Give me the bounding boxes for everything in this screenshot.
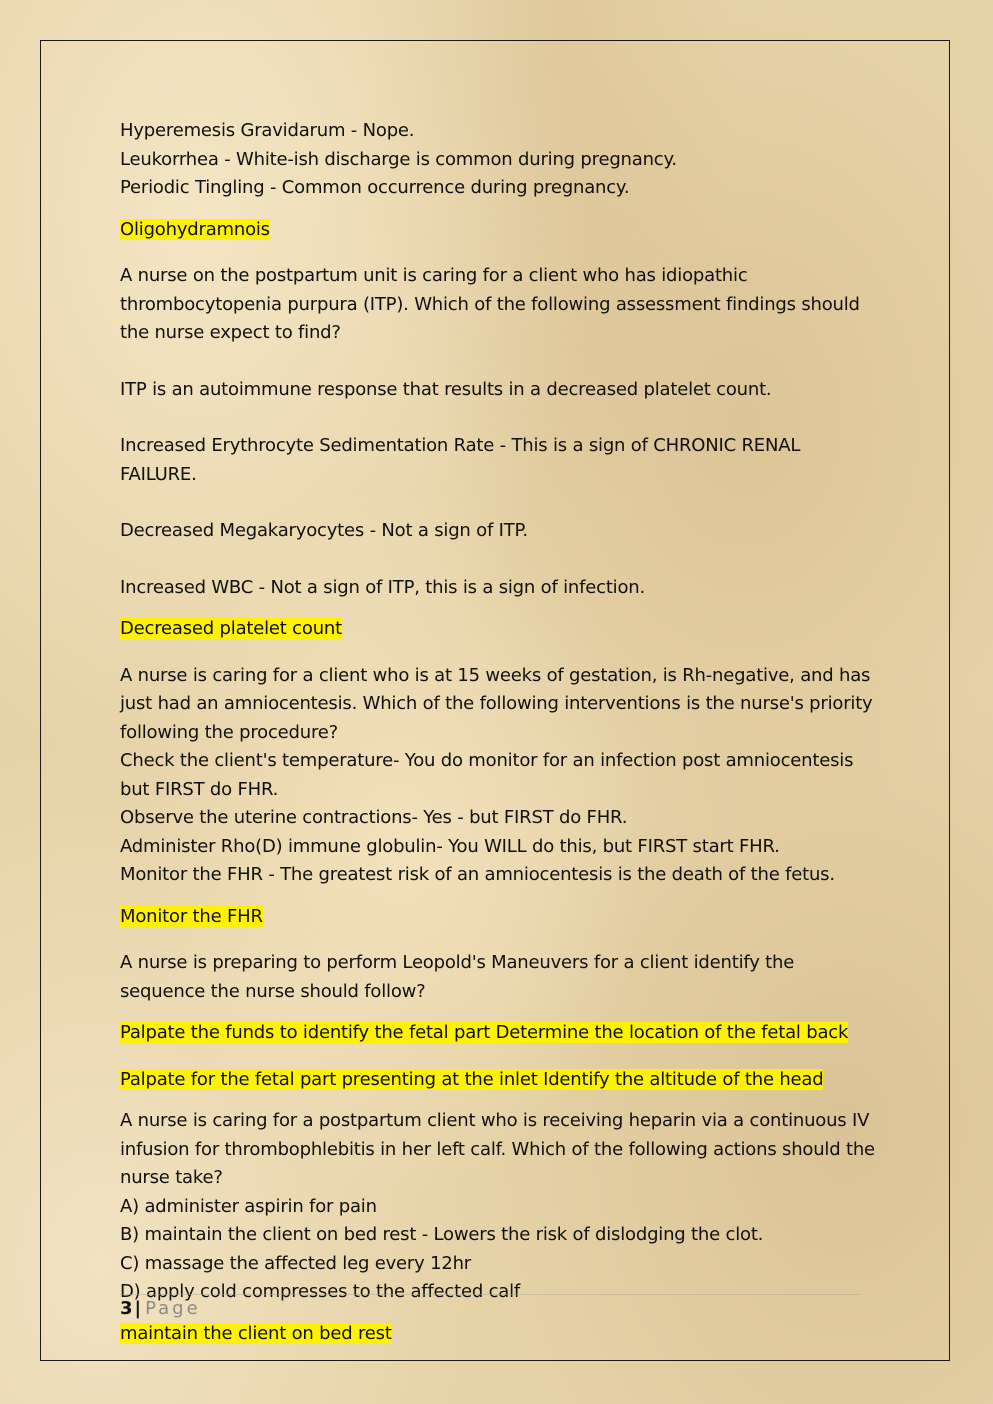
highlighted-answer: maintain the client on bed rest xyxy=(120,1322,392,1344)
option-line: Administer Rho(D) immune globulin- You WILL do this, but FIRST start FHR. xyxy=(120,835,780,857)
page-number: 3 xyxy=(120,1298,133,1319)
option-line: Check the client's temperature- You do monitor for an infection post amniocentesis but FIRST do FHR. xyxy=(120,750,854,800)
highlighted-answer: Palpate the funds to identify the fetal part Determine the location of the fetal back xyxy=(120,1022,849,1043)
page-footer xyxy=(120,1294,860,1323)
option-line: Monitor the FHR - The greatest risk of an amniocentesis is the death of the fetus. xyxy=(120,864,835,885)
question-text: A nurse on the postpartum unit is caring for a client who has idiopathic thrombocytopenia purpura (ITP). Which of the following assessment findings should the nurse expect to find? xyxy=(120,265,860,343)
note-line: ITP is an autoimmune response that results in a decreased platelet count. xyxy=(120,378,772,400)
option-line: D) apply cold compresses to the affected calf xyxy=(120,1281,521,1302)
option-line: A) administer aspirin for pain xyxy=(120,1195,377,1217)
question-text: A nurse is caring for a postpartum client who is receiving heparin via a continuous IV infusion for thrombophlebitis in her left calf. Which of the following actions should the nurse take? xyxy=(120,1110,875,1188)
text-line: Hyperemesis Gravidarum - Nope. xyxy=(120,120,415,141)
highlighted-answer: Oligohydramnois xyxy=(120,218,270,240)
highlighted-answer: Decreased platelet count xyxy=(120,618,342,639)
highlighted-answer: Monitor the FHR xyxy=(120,905,263,927)
question-text: A nurse is caring for a client who is at 15 weeks of gestation, is Rh-negative, and has just had an amniocentesis. Which of the following interventions is the nurse's priority following the procedure? xyxy=(120,664,873,743)
note-line: Increased Erythrocyte Sedimentation Rate - This is a sign of CHRONIC RENAL FAILURE. xyxy=(120,435,801,485)
note-line: Decreased Megakaryocytes - Not a sign of ITP. xyxy=(120,520,528,541)
page-content xyxy=(120,117,880,1366)
highlighted-answer: Palpate for the fetal part presenting at the inlet Identify the altitude of the head xyxy=(120,1068,824,1090)
text-line: Leukorrhea - White-ish discharge is common during pregnancy. xyxy=(120,148,677,170)
question-text: A nurse is preparing to perform Leopold's Maneuvers for a client identify the sequence the nurse should follow? xyxy=(120,952,795,1002)
option-line: B) maintain the client on bed rest - Lowers the risk of dislodging the clot. xyxy=(120,1224,764,1245)
note-line: Increased WBC - Not a sign of ITP, this is a sign of infection. xyxy=(120,576,646,598)
text-line: Periodic Tingling - Common occurrence during pregnancy. xyxy=(120,177,630,198)
page-label: Page xyxy=(145,1298,201,1319)
footer-separator: | xyxy=(134,1298,142,1319)
option-line: C) massage the affected leg every 12hr xyxy=(120,1252,472,1274)
option-line: Observe the uterine contractions- Yes - but FIRST do FHR. xyxy=(120,807,628,828)
